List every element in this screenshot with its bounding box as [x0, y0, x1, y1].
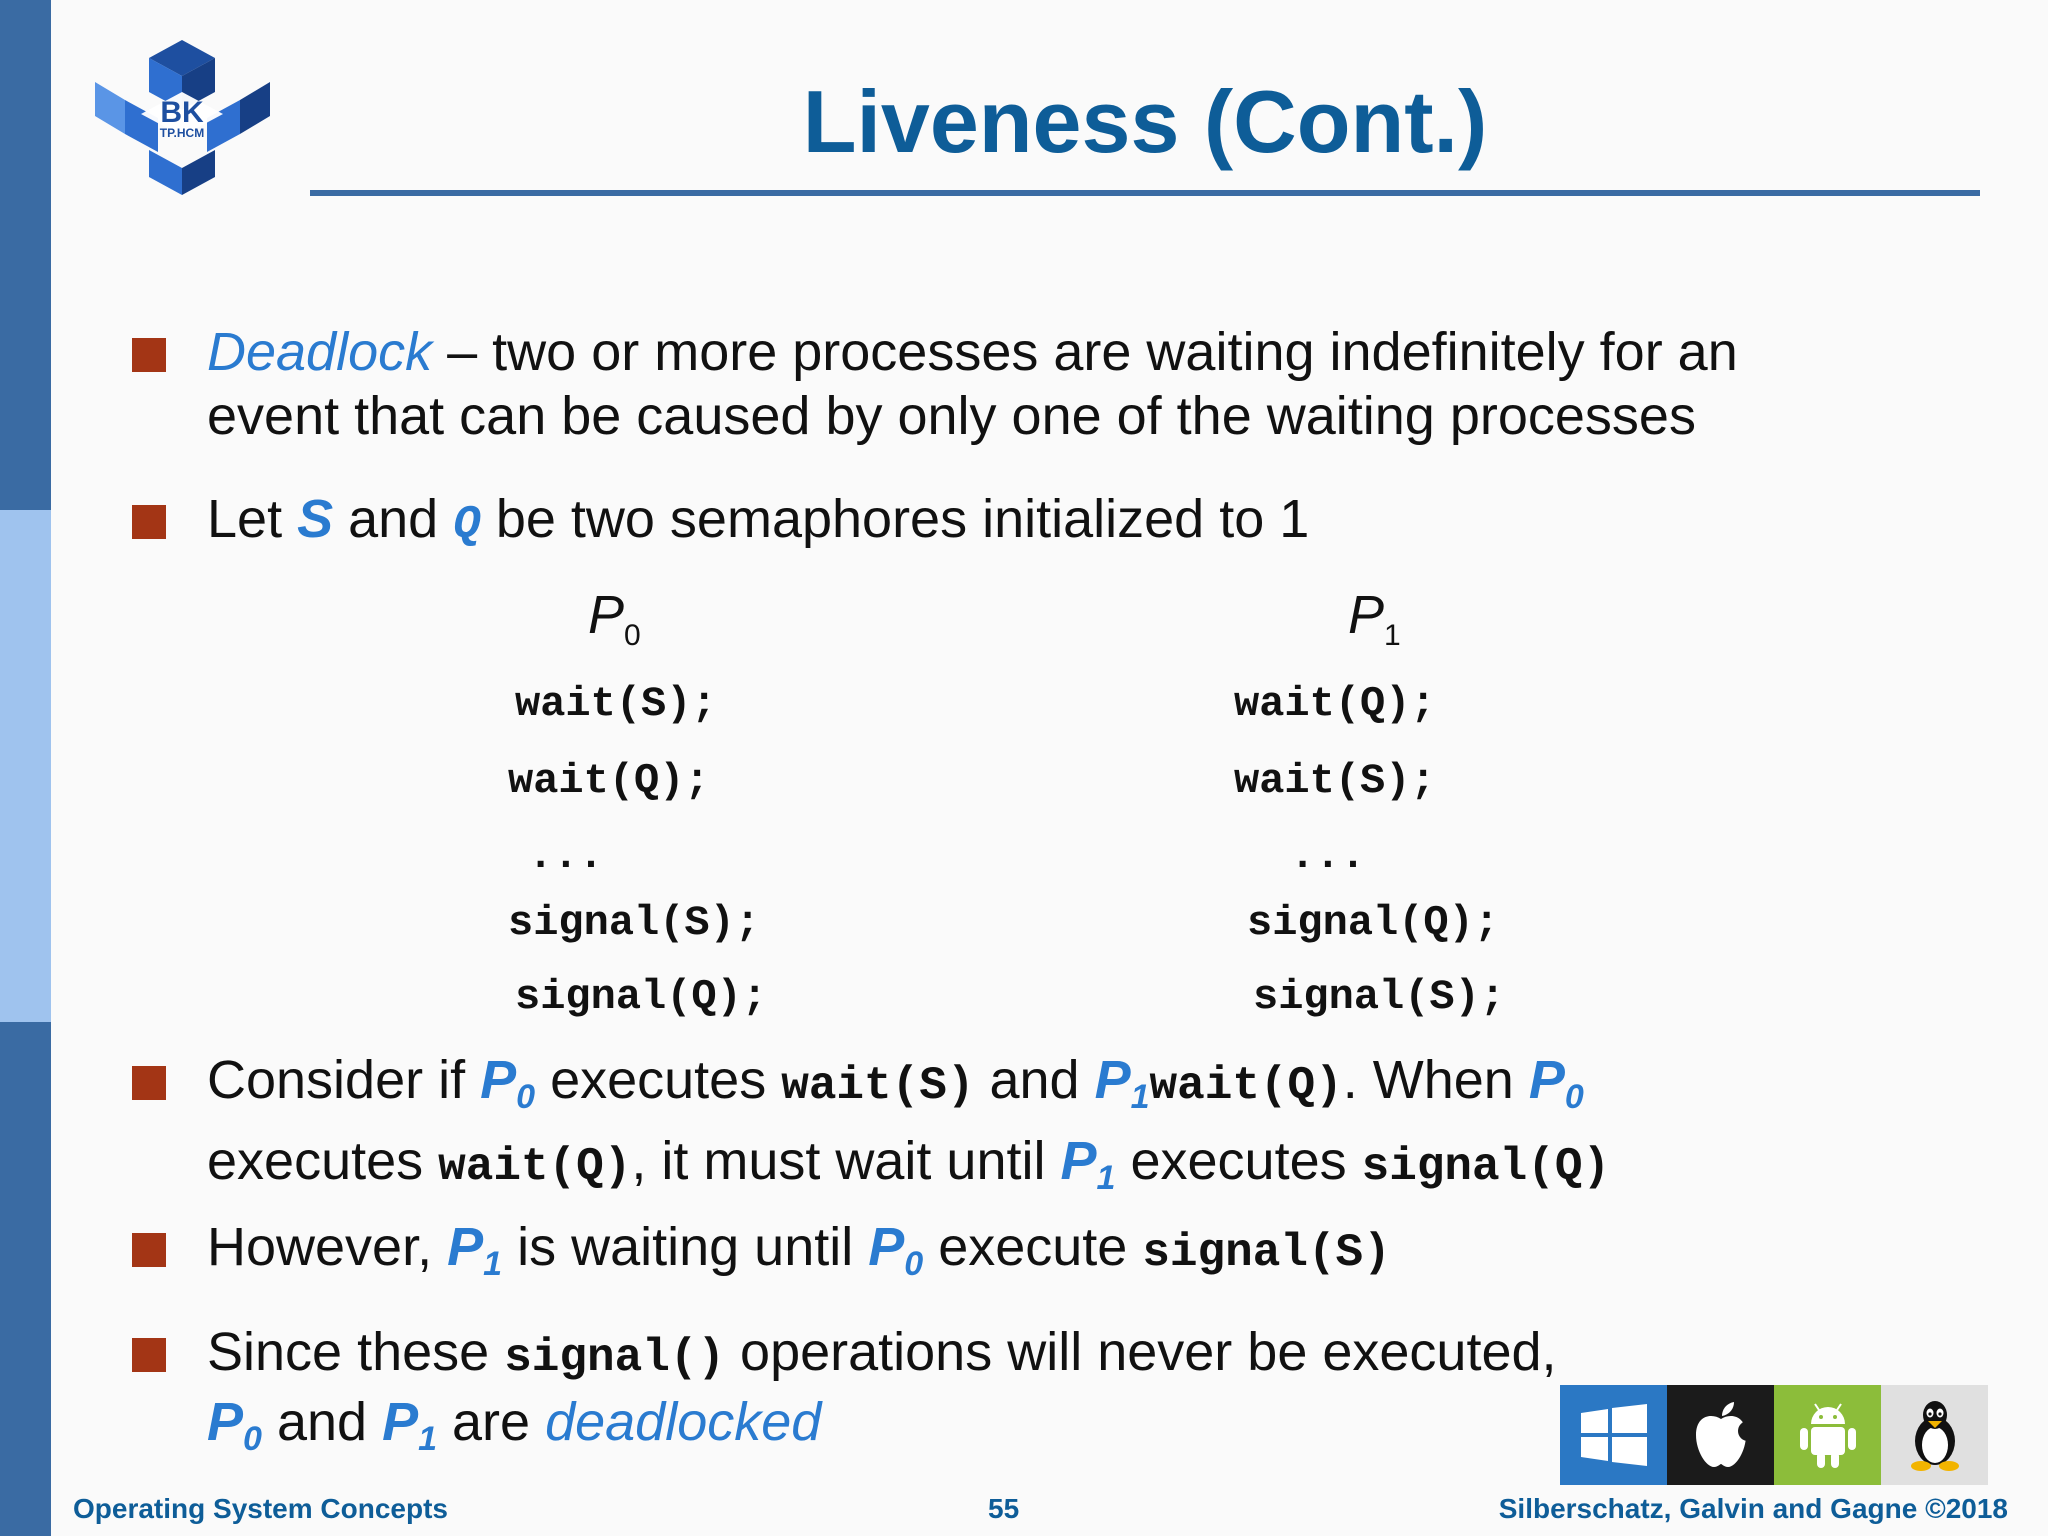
bullet-marker — [132, 505, 166, 539]
windows-icon — [1560, 1385, 1667, 1485]
process-p0-heading: $P_0$ — [588, 585, 641, 652]
term-deadlock: Deadlock — [207, 322, 433, 382]
bullet-marker — [132, 338, 166, 372]
process-p1-heading: $P_1$ — [1348, 585, 1401, 652]
code-line: wait(S); — [1234, 757, 1436, 805]
svg-text:TP.HCM: TP.HCM — [159, 126, 205, 140]
android-icon — [1774, 1385, 1881, 1485]
code-line: signal(S); — [1253, 973, 1506, 1021]
bullet-marker — [132, 1066, 166, 1100]
code-line: signal(S); — [508, 899, 761, 947]
footer-course: Operating System Concepts — [73, 1493, 448, 1524]
sidebar-band-bottom — [0, 1022, 51, 1536]
sidebar-decoration — [0, 0, 51, 1536]
bullet-semaphores: Let S and Q be two semaphores initialized to 1 — [207, 489, 1310, 551]
code-line: ... — [1290, 832, 1366, 880]
sidebar-band-top — [0, 0, 51, 510]
bullet-deadlock-definition: Deadlock – two or more processes are waiting indefinitely for an event that can be caused by only one of the waiting processes — [207, 322, 1738, 446]
sidebar-band-middle — [0, 510, 51, 1022]
os-icons-strip — [1560, 1385, 1988, 1485]
linux-tux-icon — [1881, 1385, 1988, 1485]
term-deadlocked: deadlocked — [545, 1392, 822, 1452]
svg-text:BK: BK — [160, 96, 204, 129]
bullet-marker — [132, 1338, 166, 1372]
code-line: wait(S); — [515, 680, 717, 728]
bullet-since: Since these signal() operations will never be executed, $P_0$ and $P_1$ are deadlocked — [207, 1322, 1557, 1458]
apple-icon — [1667, 1385, 1774, 1485]
title-underline — [310, 190, 1980, 196]
page-number: 55 — [988, 1493, 1020, 1524]
bullet-however: However, $P_1$ is waiting until $P_0$ execute signal(S) — [207, 1217, 1391, 1283]
bullet-consider: Consider if $P_0$ executes wait(S) and $P_1wait(Q)$. When $P_0$ executes wait(Q), it must wait until $P_1$ executes signal(Q) — [207, 1050, 1611, 1197]
code-line: signal(Q); — [515, 973, 768, 1021]
code-line: wait(Q); — [1234, 680, 1436, 728]
code-line: signal(Q); — [1247, 899, 1500, 947]
code-line: ... — [528, 832, 604, 880]
bk-logo — [95, 40, 270, 195]
slide-title: Liveness (Cont.) — [802, 72, 1488, 171]
code-line: wait(Q); — [508, 757, 710, 805]
bullet-marker — [132, 1233, 166, 1267]
footer-copyright: Silberschatz, Galvin and Gagne ©2018 — [1498, 1493, 2008, 1524]
